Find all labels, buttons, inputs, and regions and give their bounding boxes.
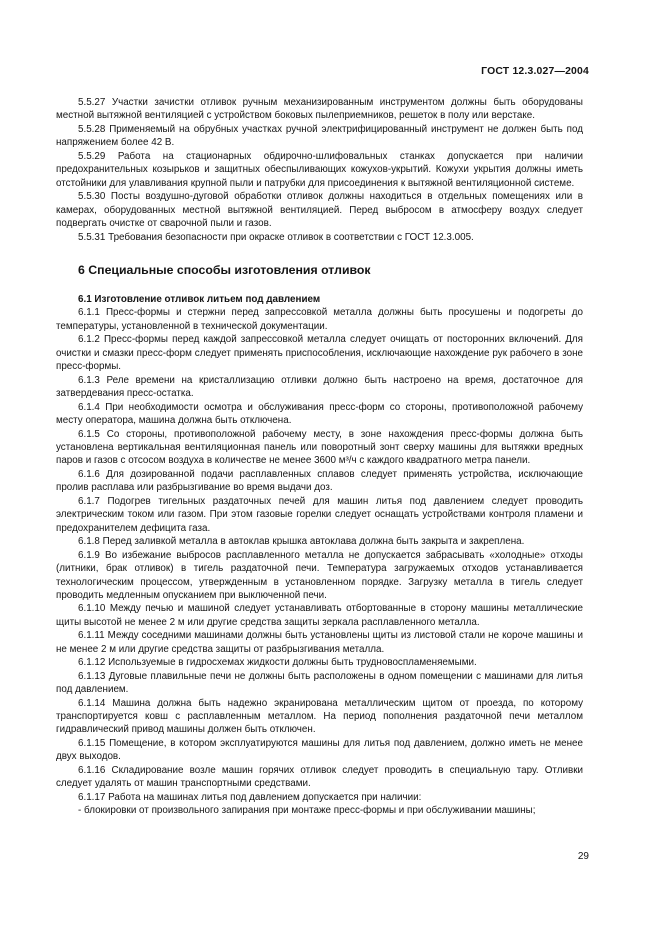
clause-6-1-9: 6.1.9 Во избежание выбросов расплавленного металла не допускается забрасывать «холодные» отходы (литники, брак отливок) в тигель раздаточной печи. Температура загружаемых отходов устанавливается технологическим процессом, утвержденным в установленном порядке. Загрузку металла в тигель следует проводить медленным опусканием при выключенной печи. — [56, 549, 583, 601]
clause-6-1-14: 6.1.14 Машина должна быть надежно экранирована металлическим щитом от проезда, по которому транспортируется ковш с расплавленным металлом. На период пополнения раздаточной печи металлом гидравлический привод машины должен быть отключен. — [56, 697, 583, 736]
clause-5-5-30: 5.5.30 Посты воздушно-дуговой обработки отливок должны находиться в отдельных помещениях или в камерах, оборудованных местной вытяжной вентиляцией. Перед выбросом в атмосферу воздух следует подвергать очистке от сварочной пыли и газов. — [56, 191, 583, 230]
page-number: 29 — [577, 851, 589, 862]
clause-6-1-10: 6.1.10 Между печью и машиной следует устанавливать отбортованные в сторону машины металлические щиты высотой не менее 2 м или другие средства защиты зеркала расплавленного металла. — [56, 603, 583, 628]
clause-6-1-2: 6.1.2 Пресс-формы перед каждой запрессовкой металла следует очищать от посторонних включений. Для очистки и смазки пресс-форм следует применять приспособления, исключающие нахождение рук рабочего в зоне пресс-формы. — [56, 334, 583, 373]
clause-6-1-8: 6.1.8 Перед заливкой металла в автоклав крышка автоклава должна быть закрыта и закреплена. — [78, 536, 525, 548]
section-heading: 6 Специальные способы изготовления отливок — [78, 262, 371, 277]
clause-6-1-17-item: - блокировки от произвольного запирания при монтаже пресс-формы и при обслуживании машины; — [78, 805, 536, 817]
clause-6-1-6: 6.1.6 Для дозированной подачи расплавленных сплавов следует применять устройства, исключающие пролив расплава или разбрызгивание во время выдачи доз. — [56, 468, 583, 494]
clause-6-1-4: 6.1.4 При необходимости осмотра и обслуживания пресс-форм со стороны, противоположной рабочему месту оператора, машина должна быть отключена. — [56, 401, 583, 427]
clause-6-1-12: 6.1.12 Используемые в гидросхемах жидкости должны быть трудновоспламеняемыми. — [78, 657, 477, 669]
subsection-heading: 6.1 Изготовление отливок литьем под давлением — [78, 293, 321, 305]
clause-5-5-28: 5.5.28 Применяемый на обрубных участках ручной электрифицированный инструмент не должен быть под напряжением более 42 В. — [56, 123, 583, 149]
clause-6-1-13: 6.1.13 Дуговые плавильные печи не должны быть расположены в одном помещении с машинами для литья под давлением. — [56, 670, 583, 696]
clause-6-1-5: 6.1.5 Со стороны, противоположной рабочему месту, в зоне нахождения пресс-формы должна быть установлена вертикальная вентиляционная панель или поворотный зонт сверху машины для вытяжки вредных паров и газов с отсосом воздуха в количестве не менее 3600 м³/ч с каждого квадратного метра панели. — [56, 428, 583, 467]
document-body — [56, 96, 583, 818]
clause-6-1-16: 6.1.16 Складирование возле машин горячих отливок следует проводить в специальную тару. Отливки следует удалять от машин транспортными средствами. — [56, 764, 583, 790]
clause-6-1-11: 6.1.11 Между соседними машинами должны быть установлены щиты из листовой стали не короче машины и не менее 2 м или другие средства защиты от разбрызгивания металла. — [56, 630, 583, 655]
clause-6-1-3: 6.1.3 Реле времени на кристаллизацию отливки должно быть настроено на время, достаточное для затвердевания пресс-остатка. — [56, 374, 583, 400]
clauses-6-1 — [56, 306, 583, 817]
clauses-5-5 — [56, 96, 583, 244]
clause-6-1-1: 6.1.1 Пресс-формы и стержни перед запрессовкой металла должны быть просушены и подогреты до температуры, установленной в технической документации. — [56, 307, 583, 332]
clause-5-5-31: 5.5.31 Требования безопасности при окраске отливок в соответствии с ГОСТ 12.3.005. — [78, 231, 474, 243]
clause-6-1-17: 6.1.17 Работа на машинах литья под давлением допускается при наличии: — [78, 791, 422, 803]
clause-5-5-27: 5.5.27 Участки зачистки отливок ручным механизированным инструментом должны быть оборудованы местной вытяжной вентиляцией с устройством боковых пылеприемников, решеток в полу или верстаке. — [56, 97, 583, 122]
clause-6-1-7: 6.1.7 Подогрев тигельных раздаточных печей для машин литья под давлением следует проводить электрическим током или газом. При этом газовые горелки следует оснащать устройствами контроля пламени и предохранителем дефицита газа. — [56, 495, 583, 534]
document-header: ГОСТ 12.3.027—2004 — [481, 66, 589, 77]
clause-5-5-29: 5.5.29 Работа на стационарных обдирочно-шлифовальных станках допускается при наличии предохранительных козырьков и защитных обеспыливающих кожухов-укрытий. Кожухи укрытия должны иметь отстойники для улавливания крупной пыли и патрубки для присоединения к вытяжной вентиляционной системе. — [56, 150, 583, 189]
clause-6-1-15: 6.1.15 Помещение, в котором эксплуатируются машины для литья под давлением, должно иметь не менее двух выходов. — [56, 737, 583, 763]
